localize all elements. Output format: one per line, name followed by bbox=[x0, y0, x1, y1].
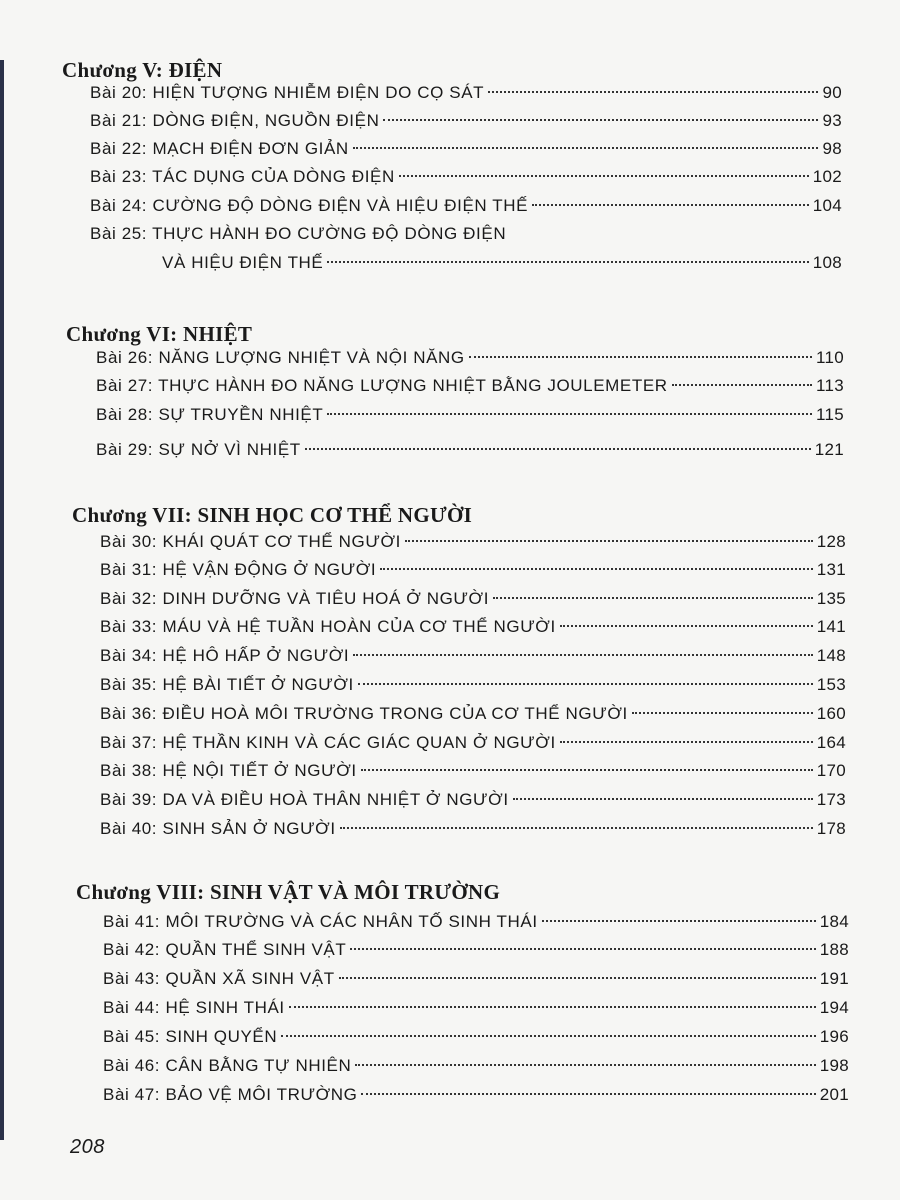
dot-leader bbox=[353, 147, 819, 149]
toc-entry-title: Bài 30: KHÁI QUÁT CƠ THỂ NGƯỜI bbox=[100, 532, 401, 551]
toc-entry-page: 153 bbox=[816, 675, 846, 694]
toc-entry-page: 108 bbox=[812, 253, 842, 272]
dot-leader bbox=[560, 625, 813, 627]
dot-leader bbox=[305, 448, 811, 450]
toc-entry bbox=[162, 250, 842, 276]
toc-entry bbox=[103, 1082, 849, 1108]
chapter-heading: Chương V: ĐIỆN bbox=[62, 58, 223, 82]
toc-entry bbox=[103, 937, 849, 963]
toc-entry-page: 131 bbox=[816, 560, 846, 579]
dot-leader bbox=[358, 683, 813, 685]
dot-leader bbox=[493, 597, 813, 599]
toc-entry bbox=[90, 108, 842, 134]
toc-entry bbox=[103, 1024, 849, 1050]
dot-leader bbox=[289, 1006, 816, 1008]
toc-entry-title: Bài 32: DINH DƯỠNG VÀ TIÊU HOÁ Ở NGƯỜI bbox=[100, 589, 490, 608]
toc-entry-page: 196 bbox=[819, 1027, 849, 1046]
toc-entry-page: 184 bbox=[819, 912, 849, 931]
toc-entry bbox=[103, 1053, 849, 1079]
toc-entry-page: 173 bbox=[816, 790, 846, 809]
toc-entry bbox=[90, 136, 842, 162]
toc-entry-page: 178 bbox=[816, 819, 846, 838]
toc-entry bbox=[96, 437, 844, 463]
page-number: 208 bbox=[70, 1136, 105, 1158]
toc-entry-title: Bài 37: HỆ THẦN KINH VÀ CÁC GIÁC QUAN Ở NGƯỜI bbox=[100, 733, 556, 752]
toc-entry-page: 128 bbox=[816, 532, 846, 551]
toc-entry bbox=[96, 345, 844, 371]
toc-entry bbox=[103, 966, 849, 992]
toc-entry-title: Bài 28: SỰ TRUYỀN NHIỆT bbox=[96, 405, 324, 424]
toc-entry-page: 141 bbox=[816, 617, 846, 636]
toc-entry-title: Bài 27: THỰC HÀNH ĐO NĂNG LƯỢNG NHIỆT BẰNG JOULEMETER bbox=[96, 376, 668, 395]
toc-entry bbox=[100, 758, 846, 784]
toc-entry bbox=[100, 643, 846, 669]
toc-entry bbox=[90, 164, 842, 190]
toc-entry-title: Bài 23: TÁC DỤNG CỦA DÒNG ĐIỆN bbox=[90, 167, 395, 186]
toc-entry-page: 194 bbox=[819, 998, 849, 1017]
toc-entry-title: Bài 29: SỰ NỞ VÌ NHIỆT bbox=[96, 440, 301, 459]
toc-entry-page: 198 bbox=[819, 1056, 849, 1075]
dot-leader bbox=[399, 175, 809, 177]
dot-leader bbox=[281, 1035, 815, 1037]
chapter-heading: Chương VII: SINH HỌC CƠ THỂ NGƯỜI bbox=[72, 503, 473, 527]
toc-entry-title: Bài 20: HIỆN TƯỢNG NHIỄM ĐIỆN DO CỌ SÁT bbox=[90, 83, 485, 102]
toc-entry bbox=[100, 614, 846, 640]
toc-entry bbox=[103, 909, 849, 935]
dot-leader bbox=[355, 1064, 815, 1066]
page-edge-shadow bbox=[0, 60, 4, 1140]
toc-entry-title: Bài 36: ĐIỀU HOÀ MÔI TRƯỜNG TRONG CỦA CƠ THỂ NGƯỜI bbox=[100, 704, 628, 723]
toc-entry-page: 135 bbox=[816, 589, 846, 608]
dot-leader bbox=[353, 654, 813, 656]
toc-entry-page: 201 bbox=[819, 1085, 849, 1104]
dot-leader bbox=[361, 1093, 815, 1095]
toc-entry-title-continuation: VÀ HIỆU ĐIỆN THẾ bbox=[162, 253, 324, 272]
toc-entry-page: 191 bbox=[819, 969, 849, 988]
dot-leader bbox=[488, 91, 818, 93]
toc-entry bbox=[100, 816, 846, 842]
dot-leader bbox=[469, 356, 812, 358]
toc-entry-title: Bài 40: SINH SẢN Ở NGƯỜI bbox=[100, 819, 336, 838]
toc-entry-page: 113 bbox=[815, 376, 844, 395]
toc-entry bbox=[100, 529, 846, 555]
toc-entry bbox=[90, 80, 842, 106]
toc-entry-page: 148 bbox=[816, 646, 846, 665]
toc-entry-title: Bài 34: HỆ HÔ HẤP Ở NGƯỜI bbox=[100, 646, 350, 665]
toc-entry bbox=[96, 373, 844, 399]
dot-leader bbox=[672, 384, 812, 386]
dot-leader bbox=[327, 413, 812, 415]
toc-entry-title: Bài 45: SINH QUYỂN bbox=[103, 1027, 278, 1046]
toc-entry bbox=[100, 730, 846, 756]
toc-entry bbox=[96, 402, 844, 428]
toc-entry-title: Bài 39: DA VÀ ĐIỀU HOÀ THÂN NHIỆT Ở NGƯỜI bbox=[100, 790, 509, 809]
dot-leader bbox=[327, 261, 808, 263]
toc-entry bbox=[90, 193, 842, 219]
toc-entry bbox=[100, 586, 846, 612]
toc-entry-page: 188 bbox=[819, 940, 849, 959]
toc-entry-page: 170 bbox=[816, 761, 846, 780]
toc-entry bbox=[100, 672, 846, 698]
chapter-heading: Chương VIII: SINH VẬT VÀ MÔI TRƯỜNG bbox=[76, 880, 501, 904]
dot-leader bbox=[632, 712, 813, 714]
dot-leader bbox=[405, 540, 813, 542]
toc-entry-title: Bài 22: MẠCH ĐIỆN ĐƠN GIẢN bbox=[90, 139, 349, 158]
toc-entry-title: Bài 41: MÔI TRƯỜNG VÀ CÁC NHÂN TỐ SINH THÁI bbox=[103, 912, 538, 931]
toc-entry-title: Bài 21: DÒNG ĐIỆN, NGUỒN ĐIỆN bbox=[90, 111, 380, 130]
dot-leader bbox=[560, 741, 813, 743]
toc-entry bbox=[100, 557, 846, 583]
toc-entry-title: Bài 35: HỆ BÀI TIẾT Ở NGƯỜI bbox=[100, 675, 354, 694]
toc-entry-title: Bài 33: MÁU VÀ HỆ TUẦN HOÀN CỦA CƠ THỂ NGƯỜI bbox=[100, 617, 556, 636]
toc-entry-page: 90 bbox=[822, 83, 842, 102]
toc-entry-page: 164 bbox=[816, 733, 846, 752]
toc-entry-title: Bài 24: CƯỜNG ĐỘ DÒNG ĐIỆN VÀ HIỆU ĐIỆN THẾ bbox=[90, 196, 529, 215]
toc-entry-page: 160 bbox=[816, 704, 846, 723]
toc-entry-title: Bài 31: HỆ VẬN ĐỘNG Ở NGƯỜI bbox=[100, 560, 377, 579]
dot-leader bbox=[340, 827, 813, 829]
toc-entry bbox=[103, 995, 849, 1021]
toc-entry-title: Bài 26: NĂNG LƯỢNG NHIỆT VÀ NỘI NĂNG bbox=[96, 348, 465, 367]
dot-leader bbox=[350, 948, 815, 950]
dot-leader bbox=[380, 568, 813, 570]
toc-entry-page: 104 bbox=[812, 196, 842, 215]
toc-entry-page: 98 bbox=[822, 139, 842, 158]
toc-entry-page: 121 bbox=[814, 440, 844, 459]
toc-entry-title: Bài 46: CÂN BẰNG TỰ NHIÊN bbox=[103, 1056, 352, 1075]
dot-leader bbox=[339, 977, 816, 979]
toc-entry-page: 102 bbox=[812, 167, 842, 186]
toc-entry bbox=[100, 787, 846, 813]
chapter-heading: Chương VI: NHIỆT bbox=[66, 322, 253, 346]
dot-leader bbox=[513, 798, 813, 800]
toc-entry-title: Bài 43: QUẦN XÃ SINH VẬT bbox=[103, 969, 335, 988]
dot-leader bbox=[361, 769, 813, 771]
toc-entry-title: Bài 25: THỰC HÀNH ĐO CƯỜNG ĐỘ DÒNG ĐIỆN bbox=[90, 224, 507, 243]
toc-entry-title: Bài 38: HỆ NỘI TIẾT Ở NGƯỜI bbox=[100, 761, 357, 780]
dot-leader bbox=[542, 920, 816, 922]
toc-entry-title: Bài 47: BẢO VỆ MÔI TRƯỜNG bbox=[103, 1085, 358, 1104]
dot-leader bbox=[383, 119, 818, 121]
toc-entry-page: 93 bbox=[822, 111, 842, 130]
toc-entry-title: Bài 44: HỆ SINH THÁI bbox=[103, 998, 285, 1017]
toc-entry-page: 110 bbox=[815, 348, 844, 367]
dot-leader bbox=[532, 204, 809, 206]
toc-entry bbox=[100, 701, 846, 727]
toc-entry-title: Bài 42: QUẦN THỂ SINH VẬT bbox=[103, 940, 347, 959]
toc-entry-page: 115 bbox=[815, 405, 844, 424]
